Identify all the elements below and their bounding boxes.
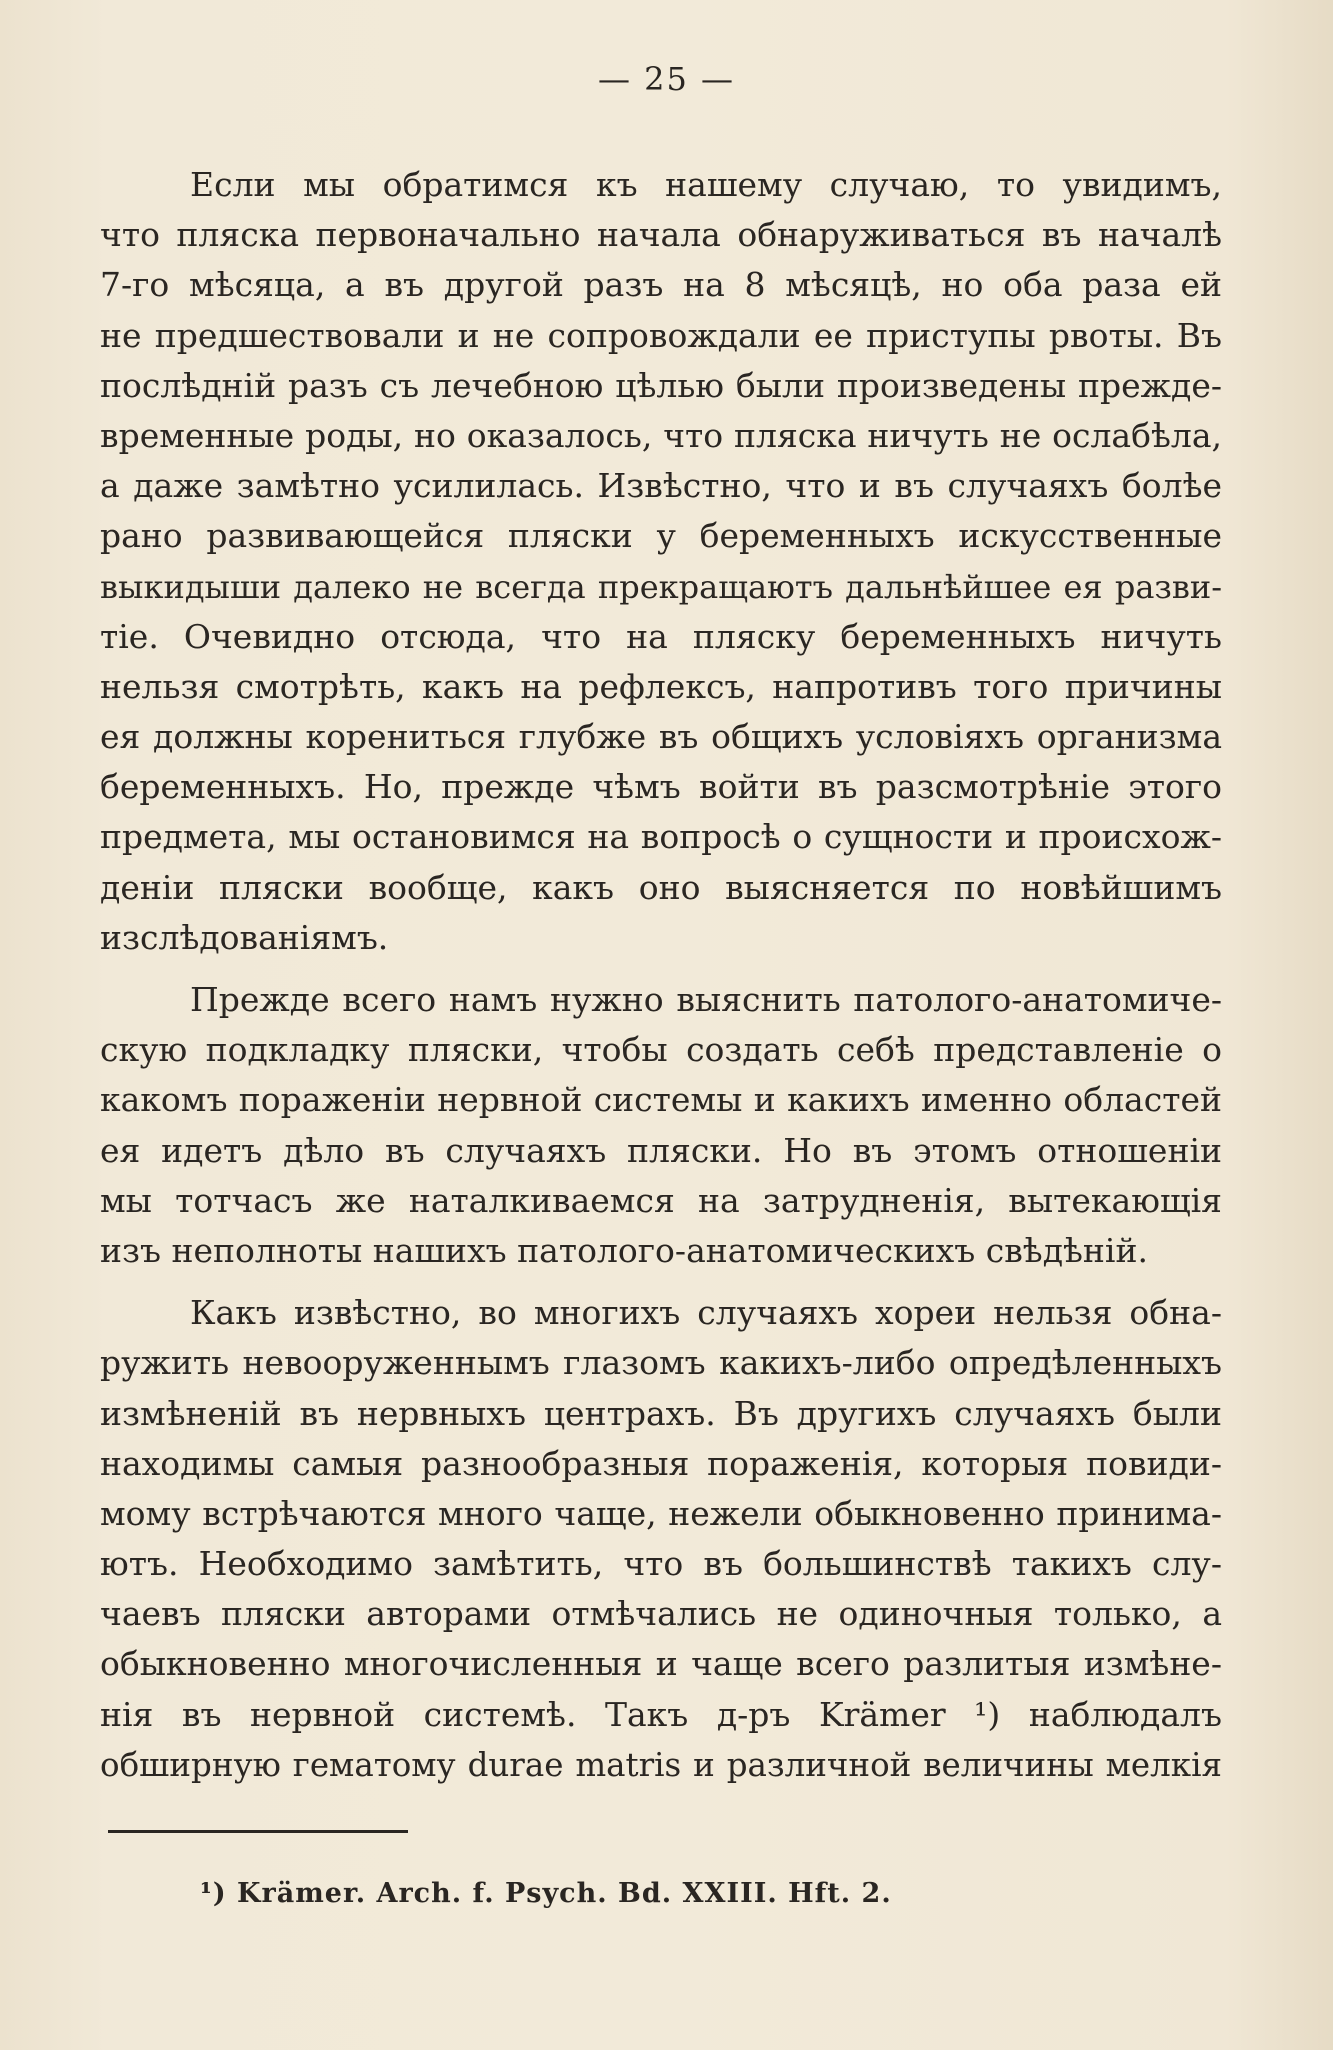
text-line: Прежде всего намъ нужно выяснить патолого-анатомиче- [190,980,1222,1019]
text-line: предмета, мы остановимся на вопросѣ о сущности и происхож- [100,817,1222,857]
text-line: обыкновенно многочисленныя и чаще всего разлитыя измѣне- [100,1644,1222,1684]
body-text [100,160,1222,1790]
text-line: находимы самыя разнообразныя пораженiя, которыя повиди- [100,1443,1222,1483]
text-line: 7-го мѣсяца, а въ другой разъ на 8 мѣсяцѣ, но оба раза ей [100,265,1222,305]
text-line: нельзя смотрѣть, какъ на рефлексъ, напротивъ того причины [100,666,1222,706]
page-number: — 25 — [597,60,736,98]
text-line: Если мы обратимся къ нашему случаю, то увидимъ, [190,165,1222,204]
text-line: ружить невооруженнымъ глазомъ какихъ-либо опредѣленныхъ [100,1343,1222,1383]
text-line: временные роды, но оказалось, что пляска ничуть не ослабѣла, [100,415,1222,455]
text-line: измѣненiй въ нервныхъ центрахъ. Въ другихъ случаяхъ были [100,1393,1222,1433]
footnote [200,1878,892,1909]
paragraph-1 [100,160,1222,963]
text-line: послѣдній разъ съ лечебною цѣлью были произведены преждe- [100,365,1222,405]
text-line: ея должны корениться глубже въ общихъ условiяхъ организма [100,717,1222,757]
footnote-marker: ¹) [200,1878,227,1909]
text-line: беременныхъ. Но, прежде чѣмъ войти въ разсмотрѣнiе этого [100,767,1222,807]
text-line: тiе. Очевидно отсюда, что на пляску беременныхъ ничуть [100,616,1222,656]
footnote-divider [108,1830,408,1833]
text-line: мы тотчасъ же наталкиваемся на затрудненiя, вытекающiя [100,1180,1222,1220]
text-line: ютъ. Необходимо замѣтить, что въ большинствѣ такихъ слу- [100,1544,1222,1584]
text-line: мому встрѣчаются много чаще, нежели обыкновенно принима- [100,1493,1222,1533]
text-line: денiи пляски вообще, какъ оно выясняется по новѣйшимъ [100,867,1222,907]
text-line: нiя въ нервной системѣ. Такъ д-ръ Krämer ¹) наблюдалъ [100,1694,1222,1734]
text-line: что пляска первоначально начала обнаруживаться въ началѣ [100,215,1222,255]
text-line: изъ неполноты нашихъ патолого-анатомическихъ свѣдѣнiй. [100,1230,1148,1270]
text-line: выкидыши далеко не всегда прекращаютъ дальнѣйшее ея разви- [100,567,1222,606]
text-line: рано развивающейся пляски у беременныхъ искусственные [100,516,1222,556]
paragraph-3 [100,1288,1222,1790]
text-line: чаевъ пляски авторами отмѣчались не одиночныя только, а [100,1594,1222,1634]
text-line: не предшествовали и не сопровождали ее приступы рвоты. Въ [100,315,1222,355]
text-line: Какъ извѣстно, во многихъ случаяхъ хореи нельзя обна- [190,1293,1222,1333]
text-line: а даже замѣтно усилилась. Извѣстно, что и въ случаяхъ болѣе [100,466,1222,506]
paragraph-2 [100,975,1222,1276]
text-line: ея идетъ дѣло въ случаяхъ пляски. Но въ этомъ отношенiи [100,1130,1222,1170]
text-line: изслѣдованiямъ. [100,917,389,957]
text-line: обширную гематому durae matris и различной величины мелкiя [100,1745,1222,1784]
footnote-text: Krämer. Arch. f. Psych. Bd. XXIII. Hft. 2. [237,1878,892,1909]
text-line: скую подкладку пляски, чтобы создать себѣ представленiе о [100,1030,1222,1070]
text-line: какомъ пораженiи нервной системы и какихъ именно областей [100,1080,1222,1120]
